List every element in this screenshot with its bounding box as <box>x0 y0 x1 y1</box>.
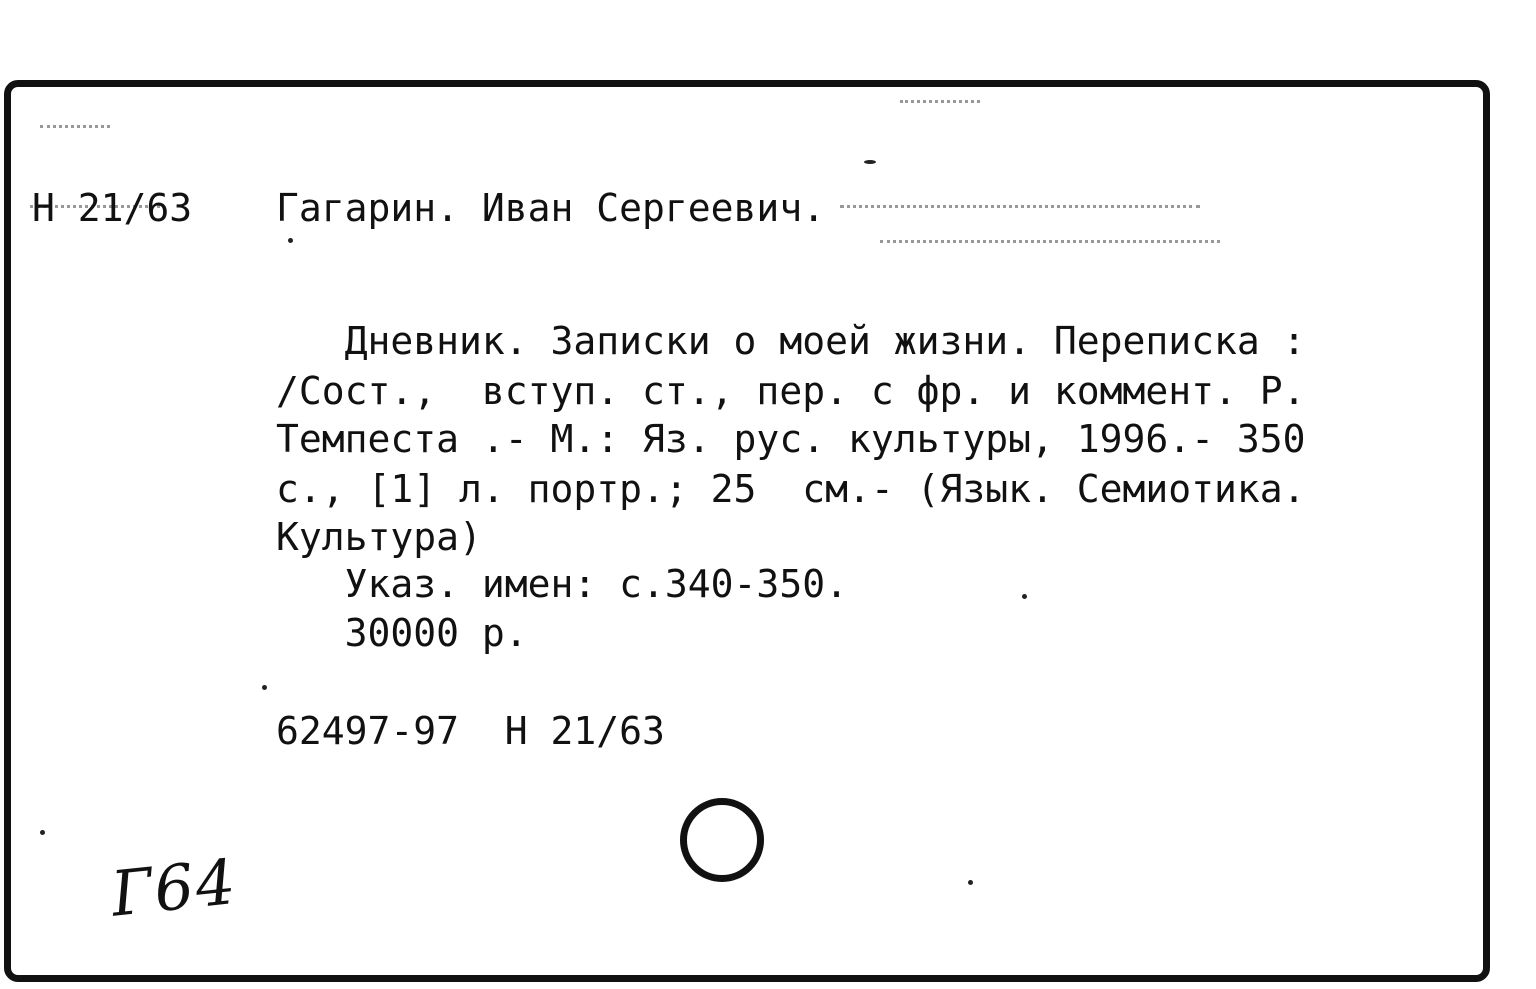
scan-dot <box>864 160 876 164</box>
scan-dot <box>288 238 293 243</box>
scan-noise <box>840 205 1200 211</box>
description-line: /Сост., вступ. ст., пер. с фр. и коммент. Р. <box>276 369 1306 413</box>
card-punch-hole <box>680 798 764 882</box>
scan-dot <box>40 830 45 835</box>
inventory-number: 62497-97 Н 21/63 <box>276 709 665 753</box>
scan-noise <box>900 100 980 106</box>
scan-dot <box>1022 594 1027 599</box>
price-note: 30000 р. <box>276 611 528 655</box>
description-line: Темпеста .- М.: Яз. рус. культуры, 1996.- 350 <box>276 417 1306 461</box>
description-line: Дневник. Записки о моей жизни. Переписка : <box>276 319 1306 363</box>
shelf-mark: Н 21/63 <box>32 186 193 230</box>
index-note: Указ. имен: с.340-350. <box>276 562 848 606</box>
description-line: с., [1] л. портр.; 25 см.- (Язык. Семиотика. <box>276 467 1306 511</box>
description-line: Культура) <box>276 515 482 559</box>
scan-noise <box>880 240 1220 246</box>
author-heading: Гагарин. Иван Сергеевич. <box>276 186 826 230</box>
scan-dot <box>968 880 973 885</box>
scan-dot <box>262 685 267 690</box>
scan-noise <box>40 125 110 131</box>
handwritten-code: Г64 <box>107 844 241 931</box>
